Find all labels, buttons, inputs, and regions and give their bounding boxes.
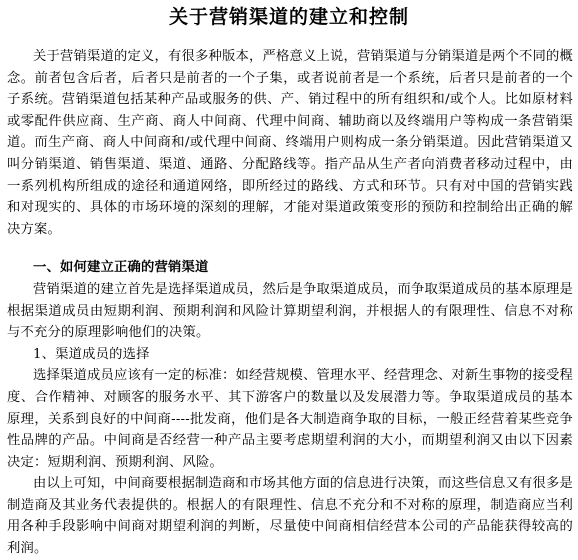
- document-title: 关于营销渠道的建立和控制: [168, 6, 409, 28]
- paragraph-gap: [7, 240, 573, 257]
- section-heading: 一、如何建立正确的营销渠道: [33, 260, 209, 276]
- section-paragraph-2: 选择渠道成员应该有一定的标准：如经营规模、管理水平、经营理念、对新生事物的接受程度、合作精神、对顾客的服务水平、其下游客户的数量以及发展潜力等。争取渠道成员的基本原理，关系到良好的中间商----批发商，他们是各大制造商争取的目标，一般正经营着某些竞争性品牌的产品。中间商是否经营一种产品主要考虑期望利润的大小，而期望利润又由以下因素决定：短期利润、预期利润、风险。: [7, 368, 573, 470]
- section-paragraph-3: 由以上可知，中间商要根据制造商和市场其他方面的信息进行决策，而这些信息又有很多是制造商及其业务代表提供的。根据人的有限理性、信息不充分和不对称的原理，制造商应当利用各种手段影响中间商对期望利润的判断，尽量使中间商相信经营本公司的产品能获得较高的利润。: [7, 476, 573, 557]
- subsection-heading: 1、渠道成员的选择: [33, 346, 150, 362]
- intro-paragraph: 关于营销渠道的定义，有很多种版本，严格意义上说，营销渠道与分销渠道是两个不同的概念。前者包含后者，后者只是前者的一个子集，或者说前者是一个系统，后者只是前者的一个子系统。营销渠道包括某种产品或服务的供、产、销过程中的所有组织和/或个人。比如原材料或零配件供应商、生产商、商人中间商、代理中间商、辅助商以及终端用户等构成一条营销渠道。而生产商、商人中间商和/或代理中间商、终端用户则构成一条分销渠道。因此营销渠道又叫分销渠道、销售渠道、渠道、通路、分配路线等。指产品从生产者向消费者移动过程中，由一系列机构所组成的途径和通道网络，即所经过的路线、方式和环节。只有对中国的营销实践和对现实的、具体的市场环境的深刻的理解，才能对渠道政策变形的预防和控制给出正确的解决方案。: [7, 49, 573, 237]
- section-paragraph-1: 营销渠道的建立首先是选择渠道成员，然后是争取渠道成员，而争取渠道成员的基本原理是根据渠道成员由短期利润、预期利润和风险计算期望利润，并根据人的有限理性、信息不对称与不充分的原理影响他们的决策。: [7, 281, 573, 341]
- document-body: [7, 46, 573, 560]
